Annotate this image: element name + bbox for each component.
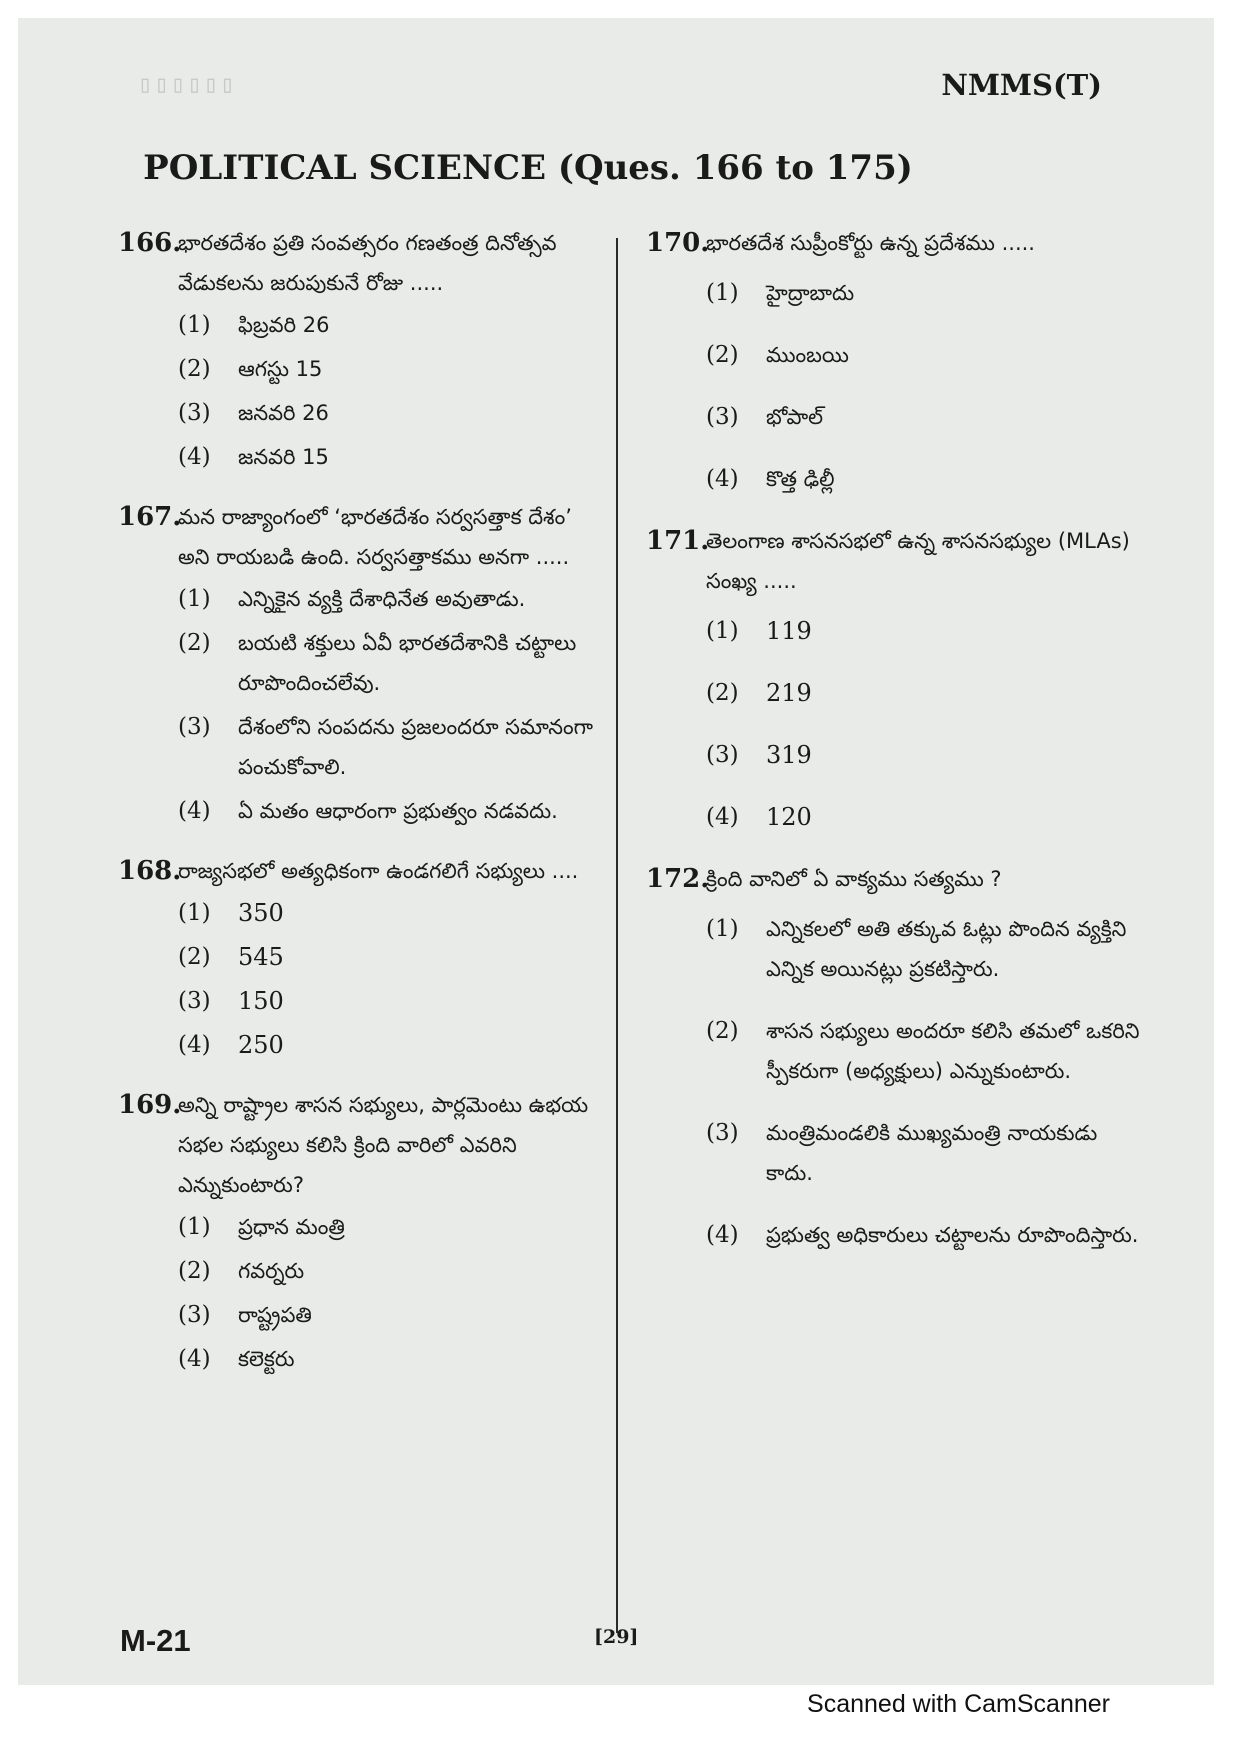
answer-option bbox=[706, 673, 1146, 713]
answer-option bbox=[178, 1207, 594, 1247]
question-number: 169. bbox=[118, 1090, 182, 1120]
answer-options bbox=[178, 1207, 594, 1379]
question-171 bbox=[646, 521, 1146, 837]
section-title: POLITICAL SCIENCE (Ques. 166 to 175) bbox=[143, 148, 913, 188]
option-number: (2) bbox=[178, 630, 211, 656]
option-number: (3) bbox=[178, 988, 211, 1014]
option-text: జనవరి 26 bbox=[238, 401, 329, 425]
option-text: జనవరి 15 bbox=[238, 445, 329, 469]
option-number: (2) bbox=[706, 342, 739, 368]
option-number: (1) bbox=[706, 618, 739, 644]
option-number: (3) bbox=[178, 1302, 211, 1328]
option-text: ప్రభుత్వ అధికారులు చట్టాలను రూపొందిస్తారు. bbox=[766, 1223, 1139, 1247]
question-number: 167. bbox=[118, 502, 182, 532]
option-text: ఫిబ్రవరి 26 bbox=[238, 313, 330, 337]
option-number: (4) bbox=[706, 1222, 739, 1248]
option-text: శాసన సభ్యులు అందరూ కలిసి తమలో ఒకరిని స్పీకరుగా (అధ్యక్షులు) ఎన్నుకుంటారు. bbox=[766, 1019, 1140, 1083]
option-text: భోపాల్ bbox=[766, 405, 824, 429]
question-text: అన్ని రాష్ట్రాల శాసన సభ్యులు, పార్లమెంటు ఉభయ సభల సభ్యులు కలిసి క్రింది వారిలో ఎవరిని ఎన్నుకుంటారు? bbox=[178, 1093, 589, 1197]
answer-option bbox=[706, 735, 1146, 775]
question-170 bbox=[646, 223, 1146, 499]
answer-option bbox=[178, 1251, 594, 1291]
option-text: బయటి శక్తులు ఏవీ భారతదేశానికి చట్టాలు రూపొందించలేవు. bbox=[238, 631, 577, 695]
answer-option bbox=[706, 1215, 1146, 1255]
question-167 bbox=[118, 497, 594, 831]
answer-option bbox=[706, 1113, 1146, 1193]
page-number: [29] bbox=[594, 1626, 639, 1648]
answer-options bbox=[706, 909, 1146, 1255]
option-number: (4) bbox=[178, 1346, 211, 1372]
answer-option bbox=[178, 349, 594, 389]
option-number: (3) bbox=[706, 1120, 739, 1146]
option-number: (3) bbox=[706, 742, 739, 768]
option-text: 319 bbox=[766, 741, 812, 769]
option-number: (1) bbox=[178, 900, 211, 926]
answer-option bbox=[178, 393, 594, 433]
answer-option bbox=[178, 981, 594, 1021]
answer-options bbox=[706, 611, 1146, 837]
answer-option bbox=[706, 273, 1146, 313]
question-text: రాజ్యసభలో అత్యధికంగా ఉండగలిగే సభ్యులు .... bbox=[178, 859, 579, 883]
option-text: కొత్త ఢిల్లీ bbox=[766, 467, 835, 491]
option-text: 350 bbox=[238, 899, 284, 927]
option-number: (3) bbox=[706, 404, 739, 430]
option-text: కలెక్టరు bbox=[238, 1347, 295, 1371]
answer-option bbox=[178, 437, 594, 477]
answer-option bbox=[178, 1339, 594, 1379]
question-172 bbox=[646, 859, 1146, 1255]
option-number: (3) bbox=[178, 400, 211, 426]
option-number: (3) bbox=[178, 714, 211, 740]
question-number: 172. bbox=[646, 864, 710, 894]
right-column bbox=[646, 223, 1146, 1277]
answer-option bbox=[178, 623, 594, 703]
answer-option bbox=[178, 579, 594, 619]
option-number: (2) bbox=[178, 944, 211, 970]
answer-options bbox=[178, 305, 594, 477]
option-text: దేశంలోని సంపదను ప్రజలందరూ సమానంగా పంచుకోవాలి. bbox=[238, 715, 593, 779]
option-text: ప్రధాన మంత్రి bbox=[238, 1215, 345, 1239]
question-168 bbox=[118, 851, 594, 1065]
answer-option bbox=[178, 707, 594, 787]
answer-option bbox=[178, 1295, 594, 1335]
footer-code: M-21 bbox=[120, 1623, 191, 1658]
column-divider bbox=[616, 238, 618, 1633]
option-number: (1) bbox=[706, 916, 739, 942]
option-text: రాష్ట్రపతి bbox=[238, 1303, 312, 1327]
option-text: ఆగస్టు 15 bbox=[238, 357, 323, 381]
option-text: ముంబయి bbox=[766, 343, 849, 367]
option-text: ఎన్నికైన వ్యక్తి దేశాధినేత అవుతాడు. bbox=[238, 587, 526, 611]
option-text: గవర్నరు bbox=[238, 1259, 305, 1283]
option-number: (4) bbox=[178, 444, 211, 470]
question-text: మన రాజ్యాంగంలో ‘భారతదేశం సర్వసత్తాక దేశం’ అని రాయబడి ఉంది. సర్వసత్తాకము అనగా ..... bbox=[178, 505, 572, 569]
exam-code: NMMS(T) bbox=[941, 68, 1102, 102]
answer-option bbox=[178, 791, 594, 831]
answer-option bbox=[706, 1011, 1146, 1091]
question-number: 168. bbox=[118, 856, 182, 886]
answer-option bbox=[178, 937, 594, 977]
show-through-text: ▯▯▯▯▯▯ bbox=[138, 70, 237, 98]
answer-option bbox=[178, 305, 594, 345]
answer-options bbox=[706, 273, 1146, 499]
option-number: (2) bbox=[706, 680, 739, 706]
question-number: 170. bbox=[646, 228, 710, 258]
answer-option bbox=[706, 611, 1146, 651]
option-number: (4) bbox=[706, 804, 739, 830]
option-text: ఏ మతం ఆధారంగా ప్రభుత్వం నడవదు. bbox=[238, 799, 558, 823]
left-column bbox=[118, 223, 594, 1399]
exam-page bbox=[18, 18, 1214, 1685]
option-text: మంత్రిమండలికి ముఖ్యమంత్రి నాయకుడు కాదు. bbox=[766, 1121, 1098, 1185]
question-text: తెలంగాణ శాసనసభలో ఉన్న శాసనసభ్యుల (MLAs) సంఖ్య ..... bbox=[706, 529, 1130, 593]
answer-option bbox=[178, 1025, 594, 1065]
question-166 bbox=[118, 223, 594, 477]
option-number: (1) bbox=[178, 1214, 211, 1240]
option-text: 545 bbox=[238, 943, 284, 971]
option-text: హైద్రాబాదు bbox=[766, 281, 855, 305]
option-text: 120 bbox=[766, 803, 812, 831]
answer-options bbox=[178, 579, 594, 831]
question-text: భారతదేశ సుప్రీంకోర్టు ఉన్న ప్రదేశము ..... bbox=[706, 231, 1035, 255]
option-number: (2) bbox=[178, 356, 211, 382]
camscanner-watermark: Scanned with CamScanner bbox=[807, 1690, 1110, 1718]
answer-option bbox=[706, 335, 1146, 375]
question-text: క్రింది వానిలో ఏ వాక్యము సత్యము ? bbox=[706, 867, 1002, 891]
option-text: 150 bbox=[238, 987, 284, 1015]
option-number: (4) bbox=[706, 466, 739, 492]
option-number: (4) bbox=[178, 798, 211, 824]
answer-option bbox=[706, 459, 1146, 499]
option-text: 219 bbox=[766, 679, 812, 707]
option-number: (1) bbox=[178, 312, 211, 338]
question-number: 171. bbox=[646, 526, 710, 556]
option-number: (4) bbox=[178, 1032, 211, 1058]
option-number: (2) bbox=[178, 1258, 211, 1284]
question-169 bbox=[118, 1085, 594, 1379]
answer-option bbox=[706, 397, 1146, 437]
question-number: 166. bbox=[118, 228, 182, 258]
answer-option bbox=[706, 797, 1146, 837]
option-number: (2) bbox=[706, 1018, 739, 1044]
option-number: (1) bbox=[706, 280, 739, 306]
answer-options bbox=[178, 893, 594, 1065]
option-number: (1) bbox=[178, 586, 211, 612]
question-text: భారతదేశం ప్రతి సంవత్సరం గణతంత్ర దినోత్సవ వేడుకలను జరుపుకునే రోజు ..... bbox=[178, 231, 557, 295]
option-text: 250 bbox=[238, 1031, 284, 1059]
option-text: 119 bbox=[766, 617, 812, 645]
answer-option bbox=[178, 893, 594, 933]
answer-option bbox=[706, 909, 1146, 989]
option-text: ఎన్నికలలో అతి తక్కువ ఓట్లు పొందిన వ్యక్తిని ఎన్నిక అయినట్లు ప్రకటిస్తారు. bbox=[766, 917, 1127, 981]
